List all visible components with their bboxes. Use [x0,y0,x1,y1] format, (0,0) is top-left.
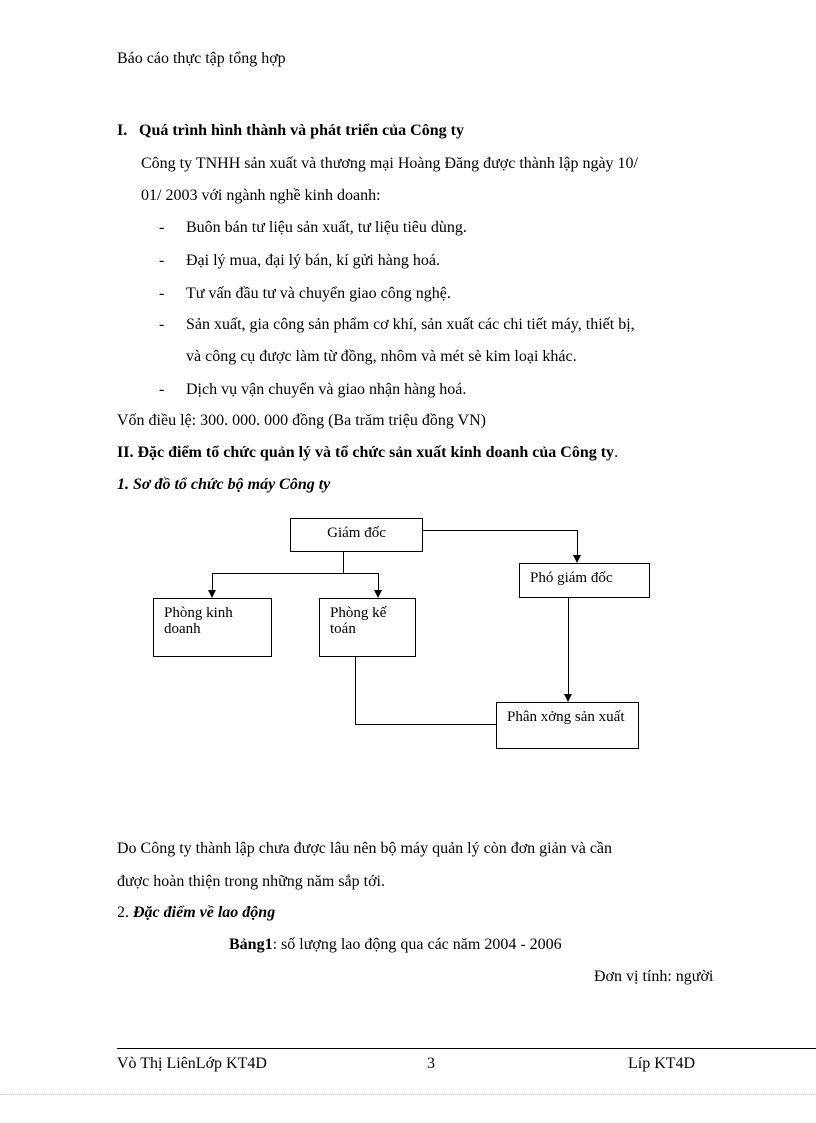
org-box-sales-dept: Phòng kinh doanh [153,598,272,657]
org-box-director: Giám đốc [290,518,423,552]
footer-class: Líp KT4D [628,1055,696,1072]
bullet-dash: - [159,285,165,302]
connector-line [212,573,378,574]
connector-line [378,573,379,590]
bullet-item: Sản xuất, gia công sản phẩm cơ khí, sản xuất các chi tiết máy, thiết bị, [186,316,635,333]
arrow-down-icon [374,590,382,598]
subsection-2-heading [117,904,275,922]
page-header: Báo cáo thực tập tổng hợp [117,50,286,67]
connector-line [355,657,356,724]
table-caption-text: : số lượng lao động qua các năm 2004 - 2006 [272,936,562,953]
connector-line [355,724,496,725]
section-1-title: Quá trình hình thành và phát triển của Công ty [139,122,464,139]
arrow-down-icon [573,555,581,563]
connector-line [343,552,344,573]
connector-line [577,530,578,555]
bullet-dash: - [159,381,165,398]
bullet-item: Tư vấn đầu tư và chuyển giao công nghệ. [186,285,451,302]
footer-author: Vò Thị LiênLớp KT4D [117,1055,267,1072]
org-box-deputy-director: Phó giám đốc [519,563,650,598]
org-box-production-workshop: Phân xởng sản xuất [496,702,639,749]
connector-line [568,598,569,694]
table-caption-label: Bảng1 [229,936,273,953]
unit-label: Đơn vị tính: người [594,968,714,985]
subsection-1-title: 1. Sơ đồ tổ chức bộ máy Công ty [117,476,331,493]
connector-line [212,573,213,590]
arrow-down-icon [564,694,572,702]
arrow-down-icon [208,590,216,598]
bullet-item-continuation: và công cụ được làm từ đồng, nhôm và mét sè kim loại khác. [186,348,577,365]
intro-line-2: 01/ 2003 với ngành nghề kinh doanh: [141,187,381,204]
subsection-2-title: Đặc điểm về lao động [133,904,276,921]
subsection-2-number: 2. [117,904,129,921]
footer-page-number: 3 [427,1055,435,1072]
bullet-item: Dịch vụ vận chuyển và giao nhận hàng hoá. [186,381,467,398]
bullet-item: Buôn bán tư liệu sản xuất, tư liệu tiêu dùng. [186,219,467,236]
org-box-accounting-dept: Phòng kế toán [319,598,416,657]
section-2-title-period: . [614,444,619,461]
section-1-number: I. [117,122,128,139]
bullet-dash: - [159,316,165,333]
connector-line [423,530,577,531]
intro-line-1: Công ty TNHH sản xuất và thương mại Hoàng Đăng được thành lập ngày 10/ [141,155,638,172]
section-2-title: II. Đặc điểm tổ chức quản lý và tổ chức sản xuất kinh doanh của Công ty [117,444,615,461]
paragraph-line-2: được hoàn thiện trong những năm sắp tới. [117,873,385,890]
section-2-heading [117,444,618,462]
bullet-item: Đại lý mua, đại lý bán, kí gửi hàng hoá. [186,252,440,269]
paragraph-line-1: Do Công ty thành lập chưa được lâu nên bộ máy quản lý còn đơn giản và cần [117,840,613,857]
table-caption [229,936,562,954]
footer-rule [117,1048,816,1049]
charter-capital: Vốn điều lệ: 300. 000. 000 đồng (Ba trăm triệu đồng VN) [117,412,486,429]
bullet-dash: - [159,219,165,236]
page-bottom-border [0,1094,816,1095]
bullet-dash: - [159,252,165,269]
